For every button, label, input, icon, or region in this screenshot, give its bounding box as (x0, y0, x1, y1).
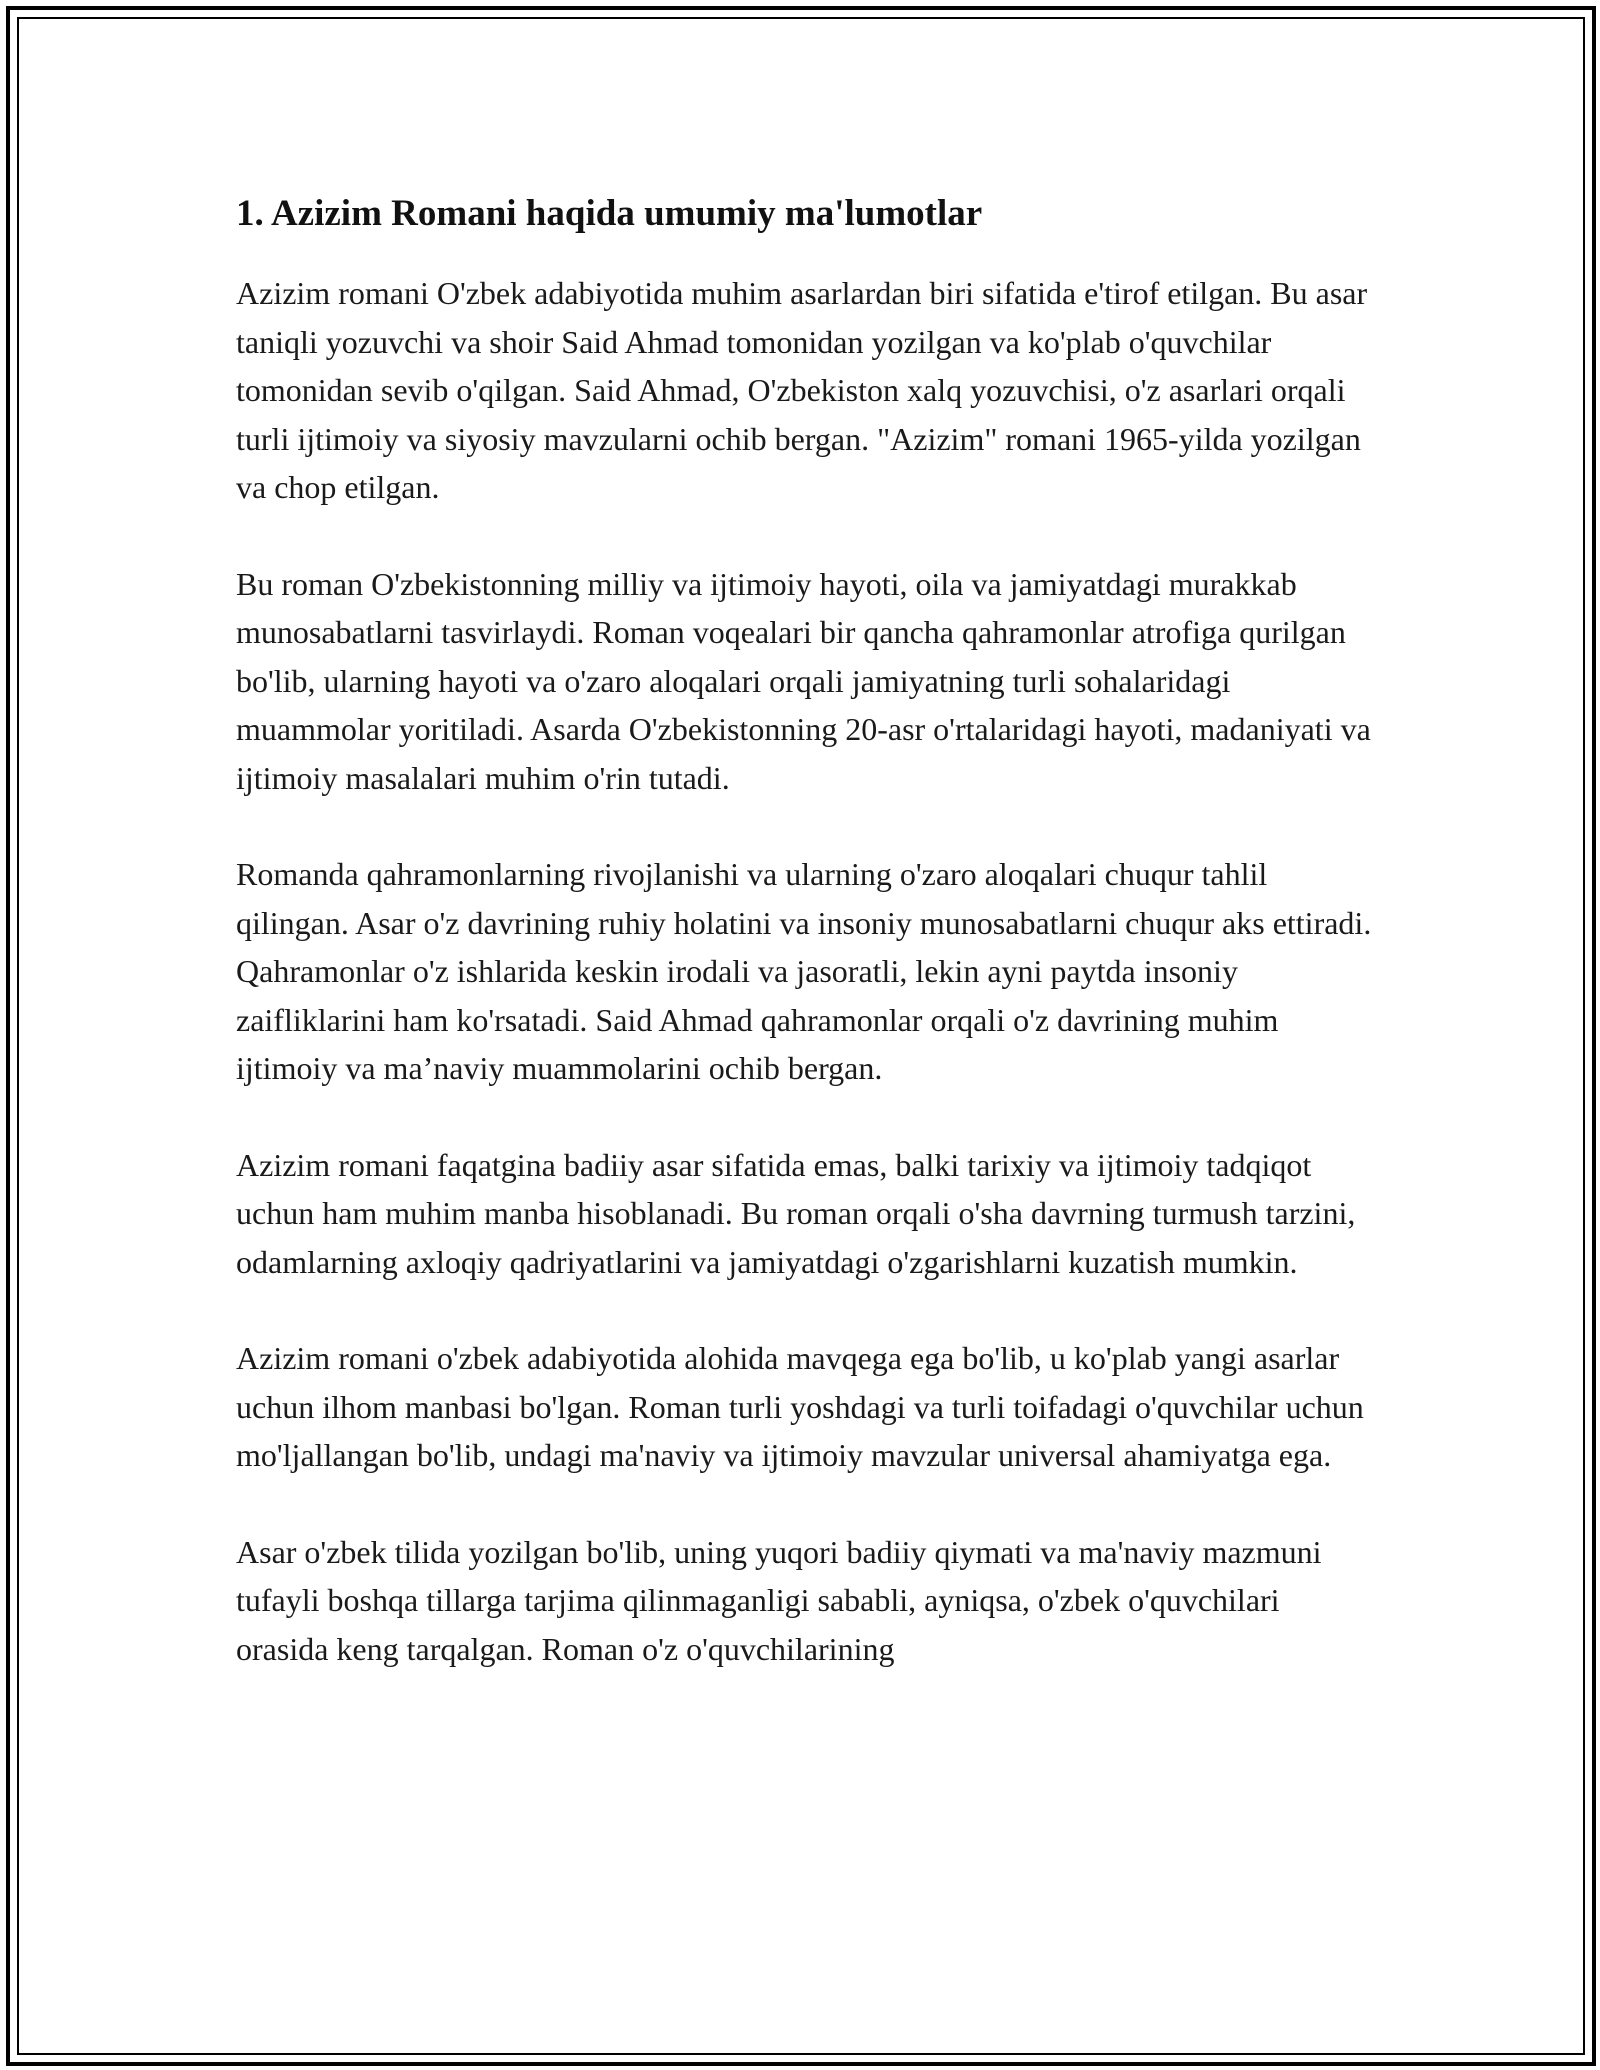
paragraph-5: Azizim romani o'zbek adabiyotida alohida mavqega ega bo'lib, u ko'plab yangi asarlar uchun ilhom manbasi bo'lgan. Roman turli yoshdagi va turli toifadagi o'quvchilar uchun mo'ljallangan bo'lib, undagi ma'naviy va ijtimoiy mavzular universal ahamiyatga ega. (236, 1340, 1364, 1473)
document-body (236, 186, 1376, 1721)
section-heading: 1. Azizim Romani haqida umumiy ma'lumotlar (236, 193, 983, 234)
paragraph-2: Bu roman O'zbekistonning milliy va ijtimoiy hayoti, oila va jamiyatdagi murakkab munosabatlarni tasvirlaydi. Roman voqealari bir qancha qahramonlar atrofiga qurilgan bo'lib, ularning hayoti va o'zaro aloqalari orqali jamiyatning turli sohalaridagi muammolar yoritiladi. Asarda O'zbekistonning 20-asr o'rtalaridagi hayoti, madaniyati va ijtimoiy masalalari muhim o'rin tutadi. (236, 565, 1371, 796)
paragraph-1: Azizim romani O'zbek adabiyotida muhim asarlardan biri sifatida e'tirof etilgan. Bu asar taniqli yozuvchi va shoir Said Ahmad tomonidan yozilgan va ko'plab o'quvchilar tomonidan sevib o'qilgan. Said Ahmad, O'zbekiston xalq yozuvchisi, o'z asarlari orqali turli ijtimoiy va siyosiy mavzularni ochib bergan. "Azizim" romani 1965-yilda yozilgan va chop etilgan. (236, 275, 1368, 505)
paragraph-3: Romanda qahramonlarning rivojlanishi va ularning o'zaro aloqalari chuqur tahlil qilingan. Asar o'z davrining ruhiy holatini va insoniy munosabatlarni chuqur aks ettiradi. Qahramonlar o'z ishlarida keskin irodali va jasoratli, lekin ayni paytda insoniy zaifliklarini ham ko'rsatadi. Said Ahmad qahramonlar orqali o'z davrining muhim ijtimoiy va ma’naviy muammolarini ochib bergan. (236, 856, 1372, 1086)
paragraph-4: Azizim romani faqatgina badiiy asar sifatida emas, balki tarixiy va ijtimoiy tadqiqot uchun ham muhim manba hisoblanadi. Bu roman orqali o'sha davrning turmush tarzini, odamlarning axloqiy qadriyatlarini va jamiyatdagi o'zgarishlarni kuzatish mumkin. (236, 1146, 1356, 1280)
paragraph-6: Asar o'zbek tilida yozilgan bo'lib, uning yuqori badiiy qiymati va ma'naviy mazmuni tufayli boshqa tillarga tarjima qilinmaganligi sababli, ayniqsa, o'zbek o'quvchilari orasida keng tarqalgan. Roman o'z o'quvchilarining (236, 1533, 1322, 1667)
